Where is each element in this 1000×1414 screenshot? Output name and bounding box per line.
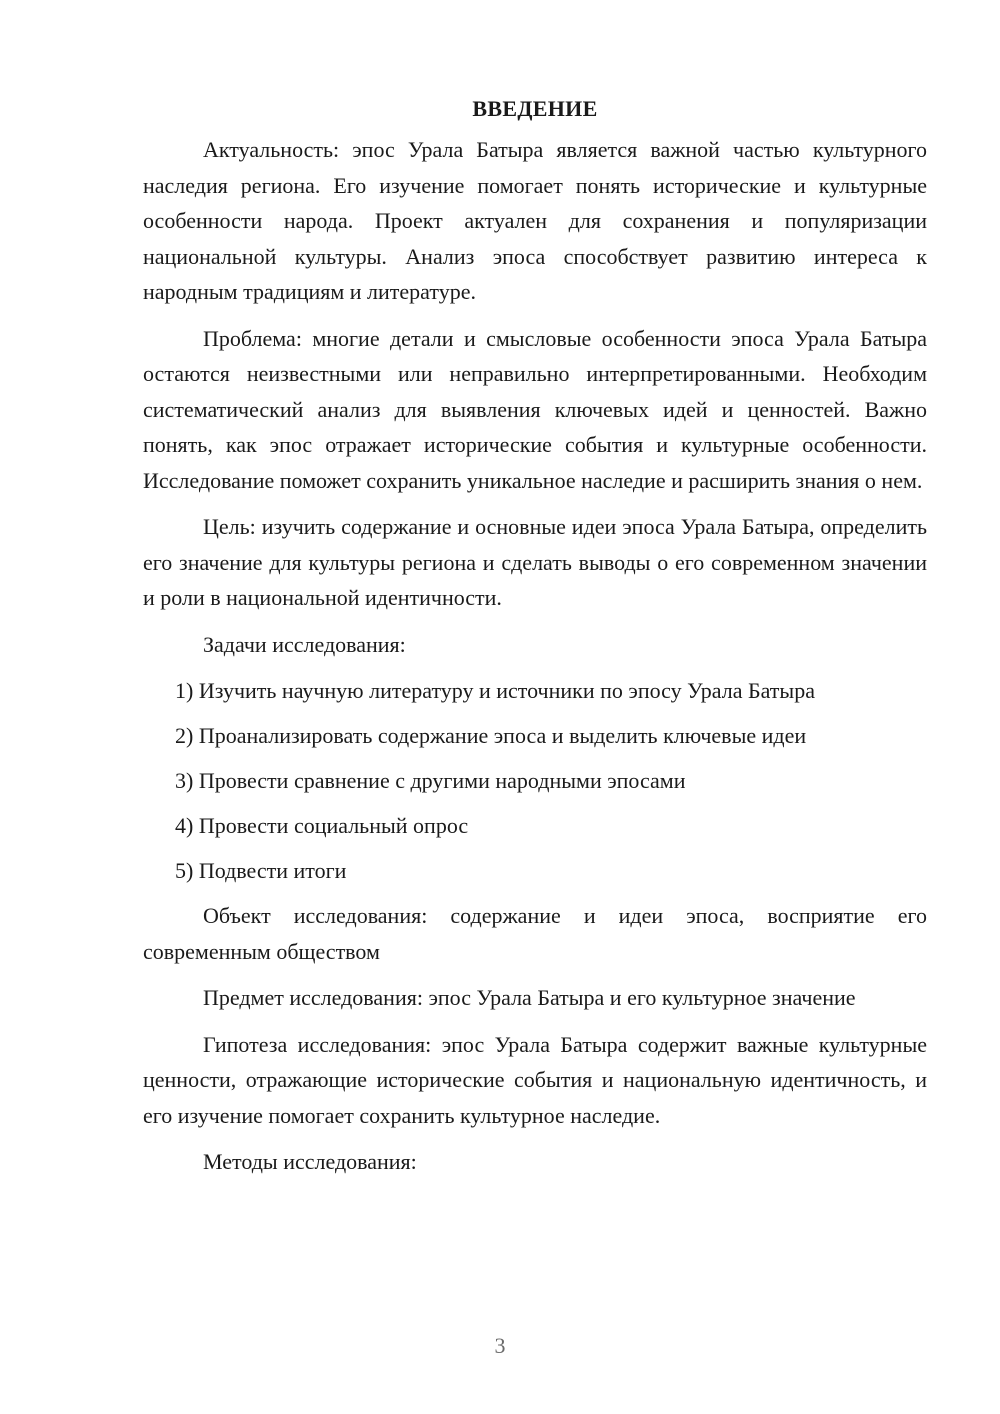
object-paragraph: Объект исследования: содержание и идеи эпоса, восприятие его современным обществом bbox=[143, 903, 927, 964]
task-item-2: 2) Проанализировать содержание эпоса и выделить ключевые идеи bbox=[175, 723, 807, 748]
hypothesis-paragraph: Гипотеза исследования: эпос Урала Батыра содержит важные культурные ценности, отражающие исторические события и национальную идентичность, и его изучение помогает сохранить культурное наследие. bbox=[143, 1031, 927, 1128]
tasks-heading: Задачи исследования: bbox=[203, 631, 406, 657]
page-number: 3 bbox=[494, 1333, 506, 1358]
task-item-3: 3) Провести сравнение с другими народными эпосами bbox=[175, 768, 686, 793]
methods-heading: Методы исследования: bbox=[203, 1149, 417, 1174]
page-title: ВВЕДЕНИЕ bbox=[472, 96, 598, 121]
goal-paragraph: Цель: изучить содержание и основные идеи эпоса Урала Батыра, определить его значение для культуры региона и сделать выводы о его современном значении и роли в национальной идентичности. bbox=[143, 514, 927, 610]
problem-paragraph: Проблема: многие детали и смысловые особенности эпоса Урала Батыра остаются неизвестными или неправильно интерпретированными. Необходим систематический анализ для выявления ключевых идей и ценностей. Важно понять, как эпос отражает исторические события и культурные особенности. Исследование поможет сохранить уникальное наследие и расширить знания о нем. bbox=[143, 325, 927, 493]
tasks-list bbox=[143, 673, 927, 889]
task-item-5: 5) Подвести итоги bbox=[175, 858, 347, 883]
subject-paragraph: Предмет исследования: эпос Урала Батыра и его культурное значение bbox=[203, 985, 856, 1010]
relevance-paragraph: Актуальность: эпос Урала Батыра является важной частью культурного наследия региона. Его изучение помогает понять исторические и культурные особенности народа. Проект актуален для сохранения и популяризации национальной культуры. Анализ эпоса способствует развитию интереса к народным традициям и литературе. bbox=[143, 137, 927, 304]
task-item-1: 1) Изучить научную литературу и источники по эпосу Урала Батыра bbox=[175, 678, 815, 703]
task-item-4: 4) Провести социальный опрос bbox=[175, 813, 469, 838]
document-page bbox=[143, 92, 927, 1191]
